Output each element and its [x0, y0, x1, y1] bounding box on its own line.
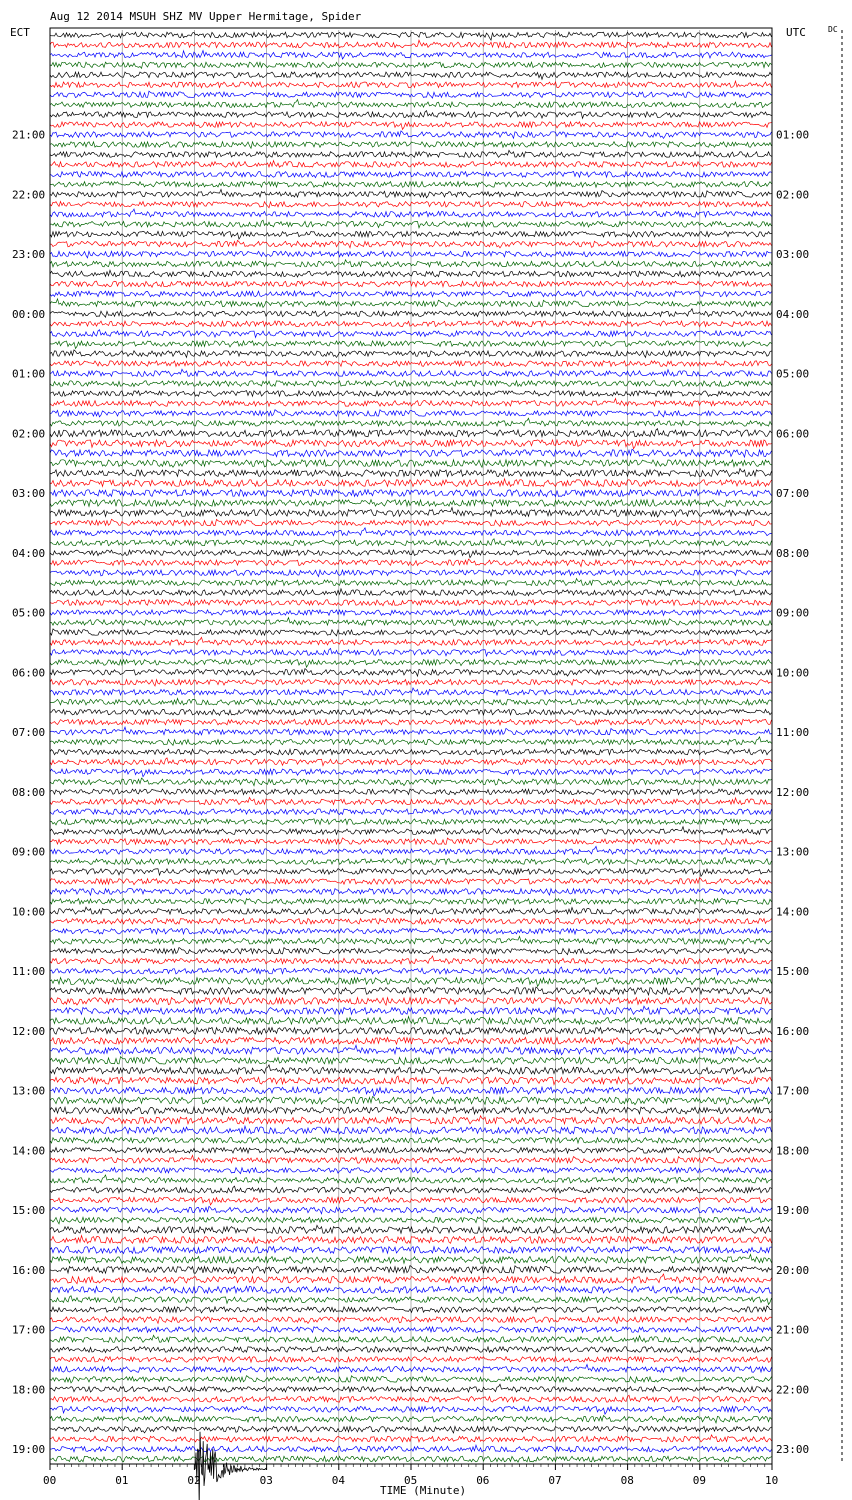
left-time-label-21: 18:00 [12, 1383, 46, 1397]
right-time-label-20: 21:00 [776, 1323, 810, 1337]
left-time-label-19: 16:00 [12, 1263, 46, 1277]
right-time-label-13: 14:00 [776, 905, 810, 919]
right-time-label-3: 04:00 [776, 307, 810, 321]
x-tick-label-4: 04 [331, 1474, 346, 1487]
left-time-label-1: 22:00 [12, 188, 46, 202]
x-tick-label-0: 00 [43, 1474, 57, 1487]
left-time-label-8: 05:00 [12, 606, 46, 620]
left-time-label-5: 02:00 [12, 427, 46, 441]
left-timezone-label: ECT [10, 26, 30, 39]
right-time-label-21: 22:00 [776, 1383, 810, 1397]
left-time-label-4: 01:00 [12, 367, 46, 381]
left-time-label-7: 04:00 [12, 546, 46, 560]
left-time-label-6: 03:00 [12, 487, 46, 501]
right-time-label-16: 17:00 [776, 1084, 810, 1098]
x-tick-label-7: 07 [548, 1474, 562, 1487]
right-time-label-12: 13:00 [776, 845, 810, 859]
left-time-label-0: 21:00 [12, 128, 46, 142]
left-time-label-17: 14:00 [12, 1144, 46, 1158]
dc-label: DC [828, 25, 838, 34]
right-time-label-11: 12:00 [776, 785, 810, 799]
x-tick-label-1: 01 [115, 1474, 129, 1487]
right-time-label-14: 15:00 [776, 965, 810, 979]
right-time-label-1: 02:00 [776, 188, 810, 202]
x-axis-label: TIME (Minute) [380, 1484, 467, 1497]
x-tick-label-5: 05 [404, 1474, 418, 1487]
left-time-label-14: 11:00 [12, 965, 46, 979]
right-time-label-2: 03:00 [776, 248, 810, 262]
x-tick-label-8: 08 [620, 1474, 634, 1487]
x-tick-label-10: 10 [765, 1474, 779, 1487]
right-time-label-15: 16:00 [776, 1024, 810, 1038]
left-time-labels [12, 129, 45, 1457]
left-time-label-11: 08:00 [12, 785, 46, 799]
right-time-label-22: 23:00 [776, 1443, 810, 1457]
x-tick-label-9: 09 [692, 1474, 707, 1487]
right-time-label-9: 10:00 [776, 666, 810, 680]
right-time-label-18: 19:00 [776, 1204, 810, 1218]
left-time-label-3: 00:00 [12, 307, 46, 321]
right-time-labels [776, 129, 809, 1457]
left-time-label-13: 10:00 [12, 905, 46, 919]
left-time-label-12: 09:00 [12, 845, 46, 859]
x-tick-label-3: 03 [259, 1474, 273, 1487]
right-time-label-10: 11:00 [776, 726, 810, 740]
chart-title: Aug 12 2014 MSUH SHZ MV Upper Hermitage, Spider [50, 10, 362, 23]
x-tick-label-2: 02 [187, 1474, 201, 1487]
left-time-label-9: 06:00 [12, 666, 46, 680]
right-time-label-6: 07:00 [776, 487, 810, 501]
right-timezone-label: UTC [786, 26, 806, 39]
left-time-label-18: 15:00 [12, 1204, 46, 1218]
right-time-label-7: 08:00 [776, 546, 810, 560]
left-time-label-10: 07:00 [12, 726, 46, 740]
left-time-label-22: 19:00 [12, 1443, 46, 1457]
right-time-label-0: 01:00 [776, 128, 810, 142]
left-time-label-15: 12:00 [12, 1024, 46, 1038]
right-time-label-8: 09:00 [776, 606, 810, 620]
left-time-label-2: 23:00 [12, 248, 46, 262]
left-time-label-16: 13:00 [12, 1084, 46, 1098]
right-time-label-17: 18:00 [776, 1144, 810, 1158]
left-time-label-20: 17:00 [12, 1323, 46, 1337]
right-time-label-19: 20:00 [776, 1263, 810, 1277]
right-time-label-5: 06:00 [776, 427, 810, 441]
right-time-label-4: 05:00 [776, 367, 810, 381]
x-tick-label-6: 06 [476, 1474, 490, 1487]
